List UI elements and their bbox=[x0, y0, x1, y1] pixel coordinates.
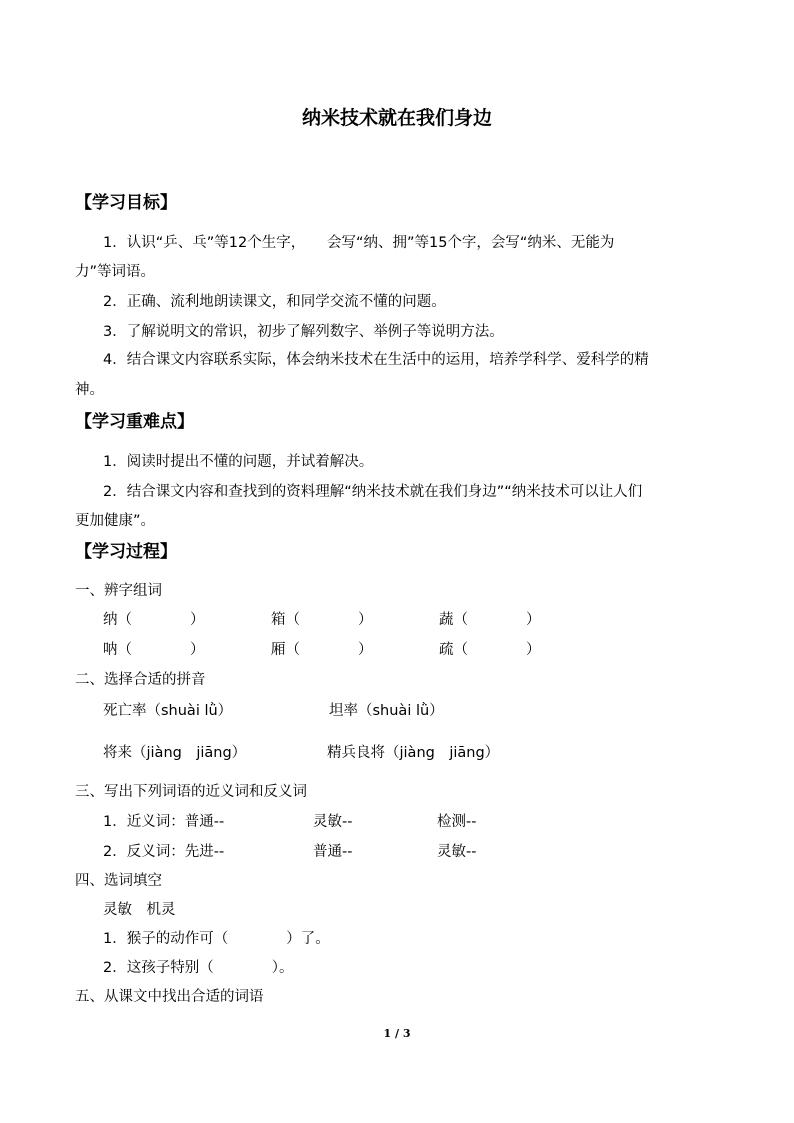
part2-heading: 二、选择合适的拼音 bbox=[75, 672, 206, 688]
difficulty-item-2-cont: 更加健康”。 bbox=[75, 513, 156, 529]
goal-item-2: 2．正确、流利地朗读课文，和同学交流不懂的问题。 bbox=[103, 294, 446, 310]
part1-cell: 厢（ ） bbox=[271, 642, 373, 658]
part3-cell: 检测-- bbox=[437, 814, 477, 830]
page-title: 纳米技术就在我们身边 bbox=[301, 107, 492, 129]
part3-heading: 三、写出下列词语的近义词和反义词 bbox=[75, 784, 307, 800]
part4-item-2: 2．这孩子特别（ ）。 bbox=[103, 960, 294, 976]
page-number: 1 / 3 bbox=[383, 1027, 411, 1040]
part3-cell: 普通-- bbox=[313, 844, 353, 860]
part1-cell: 呐（ ） bbox=[103, 642, 205, 658]
section-heading-process: 【学习过程】 bbox=[75, 542, 177, 562]
goal-item-1-cont: 力”等词语。 bbox=[75, 264, 156, 280]
part2-cell: 将来（jiàng jiāng） bbox=[103, 745, 247, 761]
part4-word-choices: 灵敏 机灵 bbox=[103, 902, 176, 918]
difficulty-item-1: 1．阅读时提出不懂的问题，并试着解决。 bbox=[103, 454, 374, 470]
difficulty-item-2: 2．结合课文内容和查找到的资料理解“纳米技术就在我们身边”“纳米技术可以让人们 bbox=[103, 484, 643, 500]
part3-cell: 2．反义词：先进-- bbox=[103, 844, 225, 860]
part3-cell: 1．近义词：普通-- bbox=[103, 814, 225, 830]
part3-cell: 灵敏-- bbox=[437, 844, 477, 860]
part3-cell: 灵敏-- bbox=[313, 814, 353, 830]
part1-cell: 疏（ ） bbox=[439, 642, 541, 658]
part2-cell: 精兵良将（jiàng jiāng） bbox=[327, 745, 500, 761]
part2-cell: 坦率（shuài lǜ） bbox=[329, 703, 444, 719]
part2-cell: 死亡率（shuài lǜ） bbox=[103, 703, 233, 719]
part5-heading: 五、从课文中找出合适的词语 bbox=[75, 989, 264, 1005]
part1-cell: 箱（ ） bbox=[271, 612, 373, 628]
part4-heading: 四、选词填空 bbox=[75, 873, 162, 889]
part4-item-1: 1．猴子的动作可（ ）了。 bbox=[103, 931, 330, 947]
goal-item-3: 3．了解说明文的常识，初步了解列数字、举例子等说明方法。 bbox=[103, 324, 504, 340]
part1-heading: 一、辨字组词 bbox=[75, 583, 162, 599]
part1-cell: 蔬（ ） bbox=[439, 612, 541, 628]
goal-item-1: 1．认识“乒、乓”等12个生字， 会写“纳、拥”等15个字，会写“纳米、无能为 bbox=[103, 235, 615, 251]
section-heading-goals: 【学习目标】 bbox=[75, 193, 177, 213]
goal-item-4: 4．结合课文内容联系实际，体会纳米技术在生活中的运用，培养学科学、爱科学的精 bbox=[103, 352, 649, 368]
part1-cell: 纳（ ） bbox=[103, 612, 205, 628]
section-heading-difficulties: 【学习重难点】 bbox=[75, 412, 194, 432]
goal-item-4-cont: 神。 bbox=[75, 382, 104, 398]
